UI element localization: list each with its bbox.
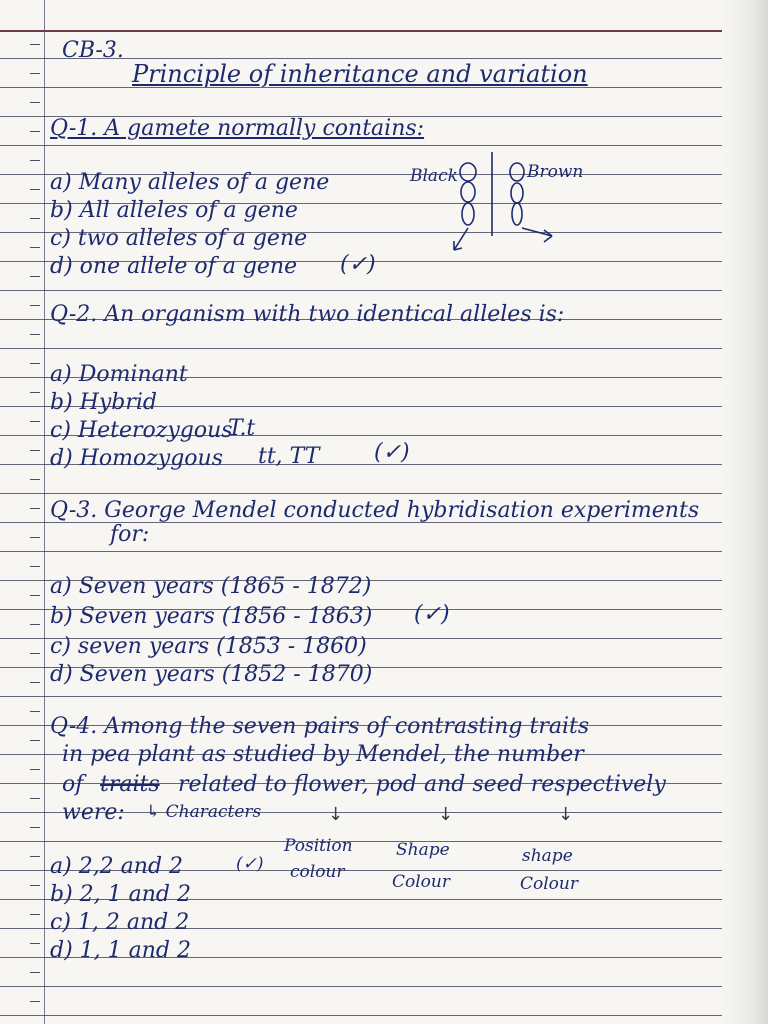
q4-option-c: c) 1, 2 and 2 <box>50 910 190 935</box>
q4-note-seed-colour: Colour <box>520 874 578 894</box>
margin-dash <box>30 972 40 973</box>
ruled-line <box>0 1015 768 1016</box>
margin-dash <box>30 479 40 480</box>
margin-dash <box>30 1001 40 1002</box>
q3-stem-line2: for: <box>110 522 150 547</box>
margin-dash <box>30 943 40 944</box>
chromosome-black-mid <box>461 182 475 202</box>
q4-note-pod-colour: Colour <box>392 872 450 892</box>
q1-option-d: d) one allele of a gene <box>50 254 298 279</box>
q4-stem-line3-struck: traits <box>100 772 160 797</box>
q2-option-a: a) Dominant <box>50 362 188 387</box>
margin-dash <box>30 508 40 509</box>
q1-label-brown: Brown <box>527 162 584 182</box>
q2-stem: Q-2. An organism with two identical alleles is: <box>50 302 565 327</box>
arrow-black <box>454 228 468 250</box>
q1-label-black: Black <box>410 166 458 186</box>
q4-stem-line4: were: <box>62 800 125 825</box>
q1-option-b: b) All alleles of a gene <box>50 198 298 223</box>
q4-stem-line3-post: related to flower, pod and seed respectively <box>178 772 666 797</box>
arrow-down-icon: ↓ <box>558 804 574 825</box>
margin-dash <box>30 363 40 364</box>
q3-option-d: d) Seven years (1852 - 1870) <box>50 662 373 687</box>
margin-dash <box>30 247 40 248</box>
margin-dash <box>30 537 40 538</box>
q4-option-b: b) 2, 1 and 2 <box>50 882 191 907</box>
margin-dash <box>30 595 40 596</box>
q3-stem-line1: Q-3. George Mendel conducted hybridisation experiments <box>50 498 700 523</box>
q3-tick-mark: (✓) <box>414 602 450 627</box>
margin-dash <box>30 653 40 654</box>
q2-option-b: b) Hybrid <box>50 390 157 415</box>
margin-dash <box>30 740 40 741</box>
margin-dash <box>30 189 40 190</box>
margin-dash <box>30 334 40 335</box>
margin-dash <box>30 218 40 219</box>
ruled-line <box>0 841 768 842</box>
q1-option-a: a) Many alleles of a gene <box>50 170 330 195</box>
margin-dash <box>30 682 40 683</box>
chromosome-sketch <box>440 150 570 265</box>
ruled-line <box>0 551 768 552</box>
chapter-code: CB-3. <box>62 38 124 63</box>
q4-stem-line3-pre: of <box>62 772 84 797</box>
q3-option-a: a) Seven years (1865 - 1872) <box>50 574 372 599</box>
q2-option-c: c) Heterozygous <box>50 418 233 443</box>
ruled-line <box>0 493 768 494</box>
margin-dash <box>30 392 40 393</box>
margin-dash <box>30 131 40 132</box>
ruled-line <box>0 348 768 349</box>
margin-dash <box>30 624 40 625</box>
chromosome-black-bottom <box>462 203 474 225</box>
margin-dash <box>30 102 40 103</box>
margin-dash <box>30 827 40 828</box>
chromosome-brown-bottom <box>512 203 522 225</box>
margin-dash <box>30 305 40 306</box>
margin-dash <box>30 44 40 45</box>
page-title: Principle of inheritance and variation <box>132 60 588 88</box>
arrow-down-icon: ↓ <box>328 804 344 825</box>
q2-option-d: d) Homozygous <box>50 446 224 471</box>
margin-dash <box>30 711 40 712</box>
q4-option-a: a) 2,2 and 2 <box>50 854 184 879</box>
ruled-line <box>0 986 768 987</box>
ruled-line <box>0 290 768 291</box>
q4-stem-line2: in pea plant as studied by Mendel, the number <box>62 742 584 767</box>
arrow-down-icon: ↓ <box>438 804 454 825</box>
q2-option-d-note: tt, TT <box>258 444 320 469</box>
q4-note-seed-shape: shape <box>522 846 573 866</box>
ruled-line <box>0 696 768 697</box>
q2-tick-mark: (✓) <box>374 440 410 465</box>
margin-dash <box>30 566 40 567</box>
q3-option-c: c) seven years (1853 - 1860) <box>50 634 367 659</box>
q1-option-c: c) two alleles of a gene <box>50 226 308 251</box>
q2-option-c-note: T.t <box>228 416 256 441</box>
chromosome-brown-top <box>510 163 524 181</box>
q4-note-pod-shape: Shape <box>396 840 450 860</box>
margin-dash <box>30 914 40 915</box>
ruled-line <box>0 145 768 146</box>
margin-dash <box>30 160 40 161</box>
chromosome-brown-mid <box>511 183 523 203</box>
margin-dash <box>30 769 40 770</box>
page-top-border <box>0 0 768 32</box>
q4-note-characters: ↳ Characters <box>146 802 262 822</box>
q4-note-flower-colour: colour <box>290 862 345 882</box>
page-edge-shadow <box>722 0 768 1024</box>
margin-dash <box>30 885 40 886</box>
q4-stem-line1: Q-4. Among the seven pairs of contrasting traits <box>50 714 590 739</box>
margin-dash <box>30 276 40 277</box>
margin-dash <box>30 73 40 74</box>
q4-note-position: Position <box>284 836 353 856</box>
margin-dash <box>30 798 40 799</box>
margin-dash <box>30 856 40 857</box>
q1-stem: Q-1. A gamete normally contains: <box>50 116 425 141</box>
margin-dash <box>30 421 40 422</box>
margin-dash <box>30 450 40 451</box>
q1-tick-mark: (✓) <box>340 252 376 277</box>
chromosome-black-top <box>460 163 476 181</box>
q4-tick-mark: (✓) <box>236 854 264 874</box>
q4-option-d: d) 1, 1 and 2 <box>50 938 191 963</box>
q3-option-b: b) Seven years (1856 - 1863) <box>50 604 373 629</box>
